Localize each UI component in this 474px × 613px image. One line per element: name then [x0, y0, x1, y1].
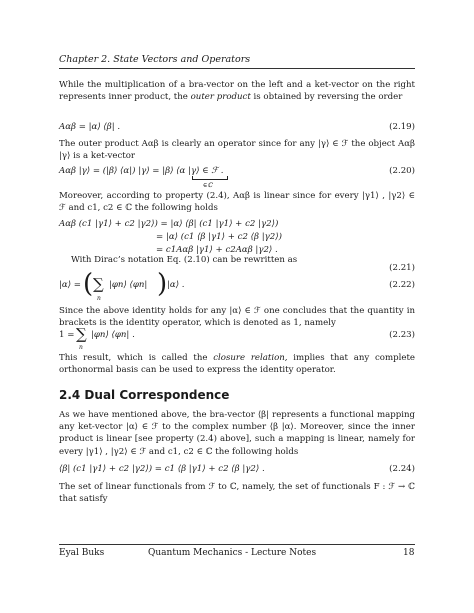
paragraph-text: While the multiplication of a bra-vector on the left and a ket-vector on the right represents inner product, the [59, 80, 415, 103]
paragraph-text: This result, which is called the [59, 353, 208, 363]
equation-number: (2.21) [389, 263, 415, 273]
section-title: 2.4 Dual Correspondence [59, 388, 230, 402]
left-paren: ( [83, 269, 94, 299]
equation-number: (2.19) [389, 122, 415, 132]
header-rule [59, 68, 415, 69]
equation-number: (2.22) [389, 280, 415, 290]
summation-symbol: ∑ [93, 275, 104, 293]
paragraph-outer-product [59, 79, 415, 103]
equation-inner: |φn⟩ ⟨φn| [109, 280, 148, 290]
equation-body: Aαβ = |α⟩ ⟨β| . [59, 122, 121, 132]
paragraph-text: implies that any complete orthonormal basis can be used to express the identity operator. [59, 353, 415, 376]
sum-index: n [79, 344, 83, 351]
paragraph-dirac-notation: With Dirac’s notation Eq. (2.10) can be rewritten as [71, 255, 298, 265]
footer-page-number: 18 [403, 548, 415, 558]
equation-rhs: |α⟩ . [167, 280, 185, 290]
equation-2-23 [59, 326, 415, 350]
footer-author: Eyal Buks [59, 548, 105, 558]
equation-number: (2.23) [389, 330, 415, 340]
paragraph-linearity: Moreover, according to property (2.4), Aαβ is linear since for every |γ1⟩ , |γ2⟩ ∈ ℱ and c1, c2 ∈ ℂ the following holds [59, 191, 415, 214]
equation-line-3: = c1Aαβ |γ1⟩ + c2Aαβ |γ2⟩ . [156, 245, 278, 255]
paragraph-closure [59, 352, 415, 376]
emphasis-closure-relation: closure relation, [213, 353, 288, 363]
equation-number: (2.24) [389, 464, 415, 474]
equation-lhs: |α⟩ = [59, 280, 81, 290]
footer-course: Quantum Mechanics - Lecture Notes [148, 548, 317, 558]
summation-symbol: ∑ [76, 325, 87, 343]
equation-line-2: = |α⟩ (c1 ⟨β |γ1⟩ + c2 ⟨β |γ2⟩) [156, 232, 282, 242]
equation-lhs: 1 = [59, 330, 75, 340]
equation-2-22 [59, 268, 415, 302]
equation-body: Aαβ |γ⟩ = (|β⟩ ⟨α|) |γ⟩ = |β⟩ ⟨α |γ⟩ ∈ ℱ . [59, 166, 224, 176]
footer-rule [59, 544, 415, 545]
paragraph-linear-functionals: The set of linear functionals from ℱ to ℂ, namely, the set of functionals F : ℱ → ℂ that satisfy [59, 482, 415, 505]
underbrace-label: ∈ℂ [203, 182, 213, 189]
paragraph-identity: Since the above identity holds for any |α⟩ ∈ ℱ one concludes that the quantity in brackets is the identity operator, which is denoted as 1, namely [59, 306, 415, 329]
equation-2-20 [59, 165, 415, 187]
equation-body: ⟨β| (c1 |γ1⟩ + c2 |γ2⟩) = c1 ⟨β |γ1⟩ + c2 ⟨β |γ2⟩ . [59, 464, 265, 474]
equation-line-1: Aαβ (c1 |γ1⟩ + c2 |γ2⟩) = |α⟩ ⟨β| (c1 |γ1⟩ + c2 |γ2⟩) [59, 219, 279, 229]
paragraph-functional: As we have mentioned above, the bra-vector ⟨β| represents a functional mapping any ket-vector |α⟩ ∈ ℱ to the complex number ⟨β |α⟩. Moreover, since the inner product is linear [see property (2.4) above], such a mapping is linear, namely for every |γ1⟩ , |γ2⟩ ∈ ℱ and c1, c2 ∈ ℂ the following holds [59, 410, 415, 457]
paragraph-operator: The outer product Aαβ is clearly an operator since for any |γ⟩ ∈ ℱ the object Aαβ |γ⟩ is a ket-vector [59, 139, 415, 162]
equation-rhs: |φn⟩ ⟨φn| . [91, 330, 135, 340]
right-paren: ) [157, 269, 168, 299]
paragraph-text: is obtained by reversing the order [253, 92, 403, 103]
running-head: Chapter 2. State Vectors and Operators [59, 54, 251, 65]
equation-number: (2.20) [389, 166, 415, 176]
sum-index: n [97, 295, 101, 302]
emphasis-outer-product: outer product [190, 92, 251, 103]
